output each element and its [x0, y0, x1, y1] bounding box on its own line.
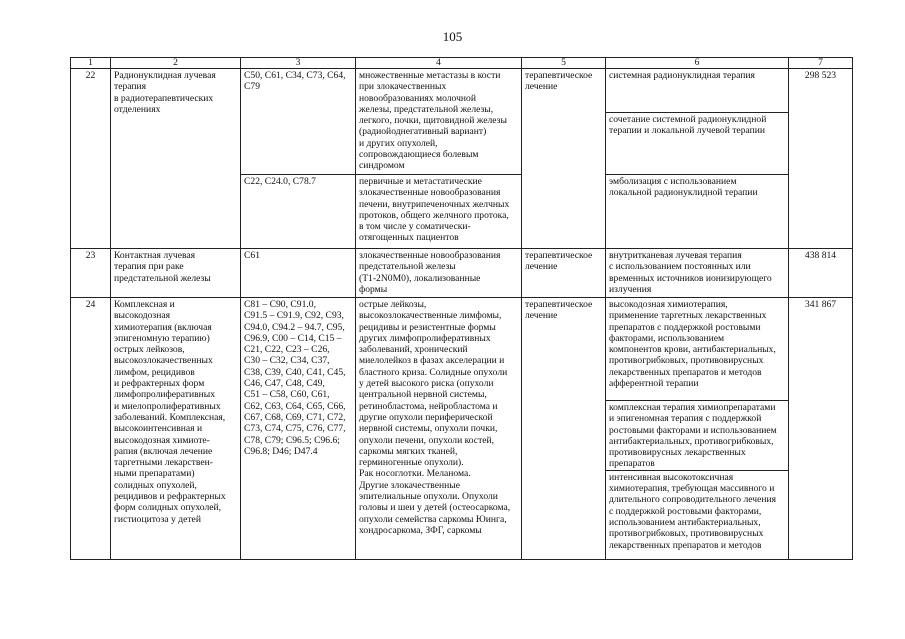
table-row-22a — [71, 69, 853, 113]
treatment-method: сочетание системной радионуклидной терапии и локальной лучевой терапии — [606, 113, 789, 175]
icd-codes: С61 — [241, 249, 356, 298]
icd-codes: С22, С24.0, С78.7 — [241, 175, 356, 249]
treatment-method: высокодозная химиотерапия, применение таргетных лекарственных препаратов с поддержкой ростовыми факторами, использованием компонентов крови, антибактериальных, противогрибковых, противовирусных лекарственных препаратов и методов афферентной терапии — [606, 298, 789, 401]
cost-value: 341 867 — [789, 298, 853, 560]
patient-model: первичные и метастатические злокачественные новообразования печени, внутрипеченочных желчных протоков, общего желчного протока, в том числе у соматически- отягощенных пациентов — [356, 175, 522, 249]
table-row-23 — [71, 249, 853, 298]
service-name: Контактная лучевая терапия при раке предстательной железы — [111, 249, 241, 298]
header-cell-4: 4 — [356, 58, 522, 69]
header-cell-1: 1 — [71, 58, 111, 69]
header-cell-7: 7 — [789, 58, 853, 69]
row-number: 23 — [71, 249, 111, 298]
header-cell-6: 6 — [606, 58, 789, 69]
header-row — [71, 58, 853, 69]
page-number: 105 — [442, 29, 463, 44]
cost-value: 438 814 — [789, 249, 853, 298]
services-table — [70, 57, 853, 560]
table-row-24a — [71, 298, 853, 401]
header-cell-2: 2 — [111, 58, 241, 69]
icd-codes: С81 – С90, С91.0, С91.5 – С91.9, С92, С93, С94.0, С94.2 – 94.7, С95, С96.9, С00 – С14, С15 – С21, С22, С23 – С26, С30 – С32, С34, С37, С38, С39, С40, С41, С45, С46, С47, С48, С49, С51 – С58, С60, С61, С62, С63, С64, С65, С66, С67, С68, С69, С71, С72, С73, С74, С75, С76, С77, С78, С79; С96.5; С96.6; С96.8; D46; D47.4 — [241, 298, 356, 560]
service-name: Радионуклидная лучевая терапия в радиотерапевтических отделениях — [111, 69, 241, 249]
treatment-type: терапевтическое лечение — [522, 298, 606, 560]
row-number: 24 — [71, 298, 111, 560]
header-cell-3: 3 — [241, 58, 356, 69]
treatment-type: терапевтическое лечение — [522, 69, 606, 249]
service-name: Комплексная и высокодозная химиотерапия (включая эпигеномную терапию) острых лейкозов, высокозлокачественных лимфом, рецидивов и рефрактерных форм лимфопролиферативных и миелопролиферативных заболеваний. Комплексная, высокоинтенсивная и высокодозная химиоте- рапия (включая лечение таргетными лекарствен- ными препаратами) солидных опухолей, рецидивов и рефрактерных форм солидных опухолей, гистиоцитоза у детей — [111, 298, 241, 560]
cost-value: 298 523 — [789, 69, 853, 249]
patient-model: острые лейкозы, высокозлокачественные лимфомы, рецидивы и резистентные формы других лимфопролиферативных заболеваний, хронический миелолейкоз в фазах акселерации и бластного криза. Солидные опухоли у детей высокого риска (опухоли центральной нервной системы, ретинобластома, нейробластома и другие опухоли периферической нервной системы, опухоли почки, опухоли печени, опухоли костей, саркомы мягких тканей, герминогенные опухоли). Рак носоглотки. Меланома. Другие злокачественные эпителиальные опухоли. Опухоли головы и шеи у детей (остеосаркома, опухоли семейства саркомы Юинга, хондросаркома, ЗФГ, саркомы — [356, 298, 522, 560]
patient-model: злокачественные новообразования предстательной железы (T1-2N0M0), локализованные формы — [356, 249, 522, 298]
patient-model: множественные метастазы в кости при злокачественных новообразованиях молочной железы, предстательной железы, легкого, почки, щитовидной железы (радиойоднегативный вариант) и других опухолей, сопровождающиеся болевым синдромом — [356, 69, 522, 175]
icd-codes: С50, С61, С34, С73, С64, С79 — [241, 69, 356, 175]
treatment-method: интенсивная высокотоксичная химиотерапия, требующая массивного и длительного сопроводительного лечения с поддержкой ростовыми факторами, использованием антибактериальных, противогрибковых, противовирусных лекарственных препаратов и методов — [606, 470, 789, 559]
treatment-method: комплексная терапия химиопрепаратами и эпигеномная терапия с поддержкой ростовыми факторами и использованием антибактериальных, противогрибковых, противовирусных лекарственных препаратов — [606, 401, 789, 471]
treatment-method: системная радионуклидная терапия — [606, 69, 789, 113]
treatment-method: внутритканевая лучевая терапия с использованием постоянных или временных источников ионизирующего излучения — [606, 249, 789, 298]
header-cell-5: 5 — [522, 58, 606, 69]
treatment-type: терапевтическое лечение — [522, 249, 606, 298]
treatment-method: эмболизация с использованием локальной радионуклидной терапии — [606, 175, 789, 249]
row-number: 22 — [71, 69, 111, 249]
